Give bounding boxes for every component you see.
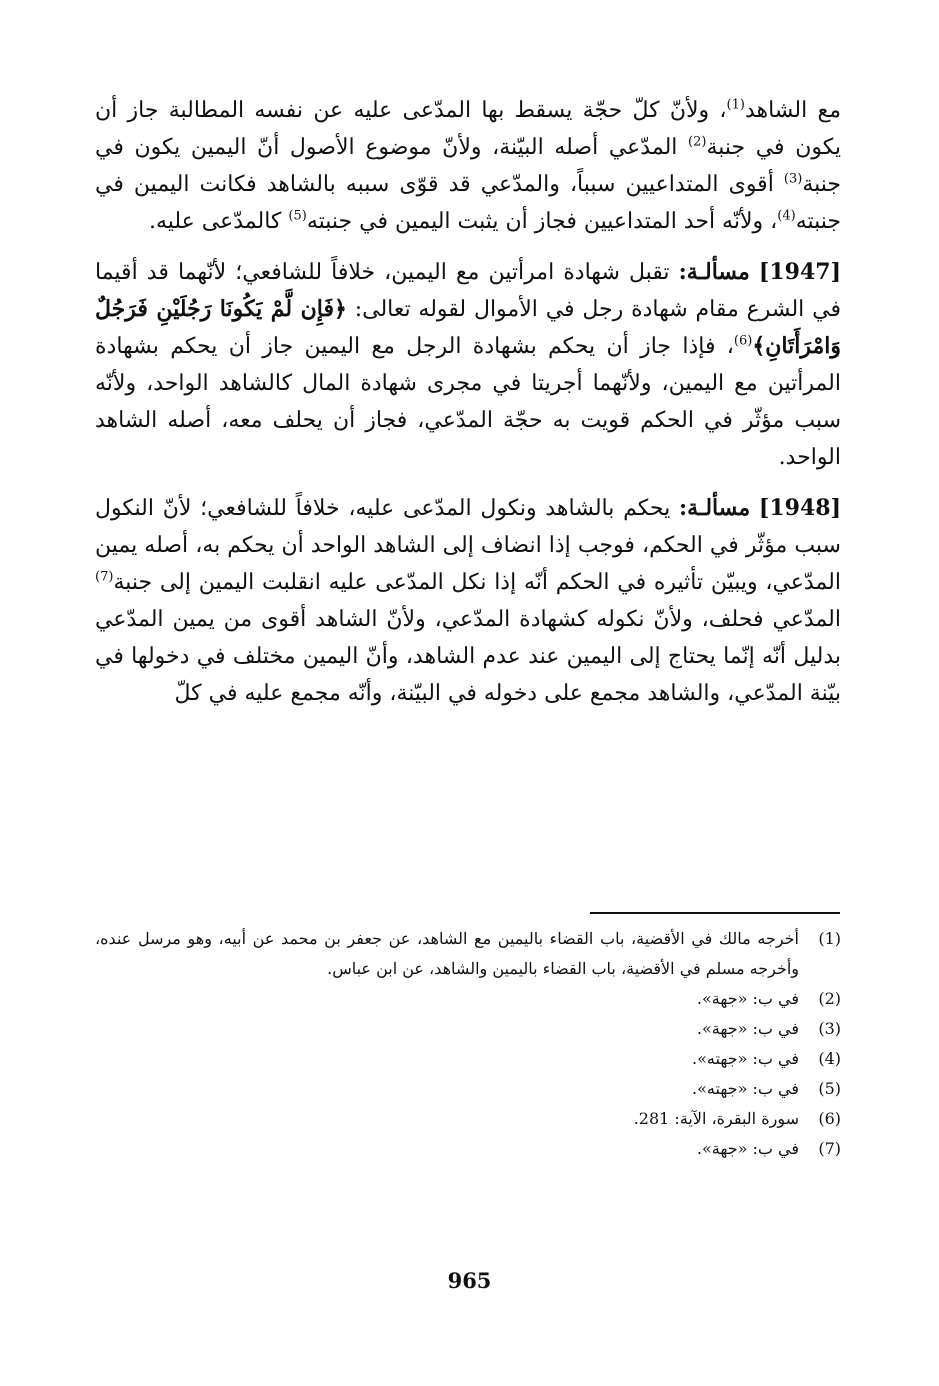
paragraph-issue-1947	[95, 254, 841, 476]
footnote-number: (7)	[818, 1139, 841, 1158]
issue-number: [1948]	[758, 495, 841, 521]
footnote-number: (4)	[818, 1049, 841, 1068]
text-run: يحكم بالشاهد ونكول المدّعى عليه، خلافاً للشافعي؛ لأنّ النكول سبب مؤثّر في الحكم، فوجب إذا انضاف إلى الشاهد الواحد أن يحكم به، أصله يمين المدّعي، ويبيّن تأثيره في الحكم أنّه إذا نكل المدّعى عليه انقلبت اليمين إلى جنبة	[95, 496, 841, 595]
paragraph-1	[95, 92, 841, 240]
footnote-ref-7[interactable]: (7)	[95, 569, 114, 585]
footnote-ref-3[interactable]: (3)	[783, 171, 803, 187]
text-run: ، فإذا جاز أن يحكم بشهادة الرجل مع اليمين جاز أن يحكم بشهادة المرأتين مع اليمين، ولأنّهما أجريتا في مجرى شهادة المال كالشاهد الواحد، ولأنّه سبب مؤثّر في الحكم قويت به حجّة المدّعي، فجاز أن يحلف معه، أصله الشاهد الواحد.	[95, 334, 842, 470]
footnote-text: في ب: «جهة».	[696, 1139, 799, 1158]
footnote-7	[95, 1134, 841, 1164]
text-run: مع الشاهد	[744, 98, 841, 123]
footnote-ref-6[interactable]: (6)	[733, 333, 753, 349]
footnote-6	[95, 1104, 841, 1134]
text-run: أقوى المتداعيين سبباً، والمدّعي قد قوّى سببه بالشاهد فكانت اليمين في جنبته	[95, 172, 841, 234]
footnote-ref-2[interactable]: (2)	[688, 134, 707, 150]
footnote-number: (6)	[818, 1109, 841, 1128]
footnote-text: أخرجه مالك في الأقضية، باب القضاء باليمين مع الشاهد، عن جعفر بن محمد عن أبيه، وهو مرسل عنده، وأخرجه مسلم في الأقضية، باب القضاء باليمين والشاهد، عن ابن عباس.	[95, 929, 799, 978]
text-run: كالمدّعى عليه.	[148, 209, 289, 234]
footnote-4	[95, 1044, 841, 1074]
footnotes	[95, 924, 841, 1164]
quran-verse: ﴿فَإِن لَّمْ يَكُونَا رَجُلَيْنِ فَرَجُلٌ وَامْرَأَتَانِ﴾	[95, 296, 841, 359]
footnote-text: في ب: «جهته».	[692, 1049, 799, 1068]
issue-label: مسألـة:	[678, 259, 750, 285]
footnote-number: (3)	[818, 1019, 841, 1038]
paragraph-issue-1948	[95, 490, 841, 712]
footnote-text: سورة البقرة، الآية: 281.	[633, 1109, 799, 1128]
footnote-text: في ب: «جهة».	[696, 989, 799, 1008]
footnote-text: في ب: «جهته».	[692, 1079, 799, 1098]
page-number: 965	[447, 1268, 492, 1293]
footnote-5	[95, 1074, 841, 1104]
footnote-number: (5)	[818, 1079, 841, 1098]
footnote-2	[95, 984, 841, 1014]
footnote-ref-1[interactable]: (1)	[726, 97, 745, 113]
footnote-ref-4[interactable]: (4)	[777, 208, 796, 224]
footnote-text: في ب: «جهة».	[696, 1019, 799, 1038]
footnote-separator	[590, 912, 840, 914]
footnote-1	[95, 924, 841, 984]
main-text	[95, 92, 841, 726]
footnote-number: (1)	[818, 929, 841, 948]
text-run: ، ولأنّ كلّ حجّة يسقط بها المدّعى عليه عن نفسه المطالبة جاز أن يكون في جنبة	[95, 98, 841, 160]
footnote-3	[95, 1014, 841, 1044]
issue-number: [1947]	[758, 259, 841, 285]
text-run: تقبل شهادة امرأتين مع اليمين، خلافاً للشافعي؛ لأنّهما قد أقيما في الشرع مقام شهادة رجل في الأموال لقوله تعالى:	[95, 260, 841, 322]
text-run: المدّعي أصله البيّنة، ولأنّ موضوع الأصول أنّ اليمين يكون في جنبة	[95, 135, 841, 197]
text-run: ، ولأنّه أحد المتداعيين فجاز أن يثبت اليمين في جنبته	[306, 209, 778, 234]
footnote-ref-5[interactable]: (5)	[288, 208, 307, 224]
issue-label: مسألـة:	[678, 495, 751, 521]
text-run: المدّعي فحلف، ولأنّ نكوله كشهادة المدّعي، ولأنّ الشاهد أقوى من يمين المدّعي بدليل أنّه إنّما يحتاج إلى اليمين عند عدم الشاهد، وأنّ اليمين مختلف في دخولها في بيّنة المدّعي، والشاهد مجمع على دخوله في البيّنة، وأنّه مجمع عليه في كلّ	[95, 607, 841, 706]
footnote-number: (2)	[818, 989, 841, 1008]
